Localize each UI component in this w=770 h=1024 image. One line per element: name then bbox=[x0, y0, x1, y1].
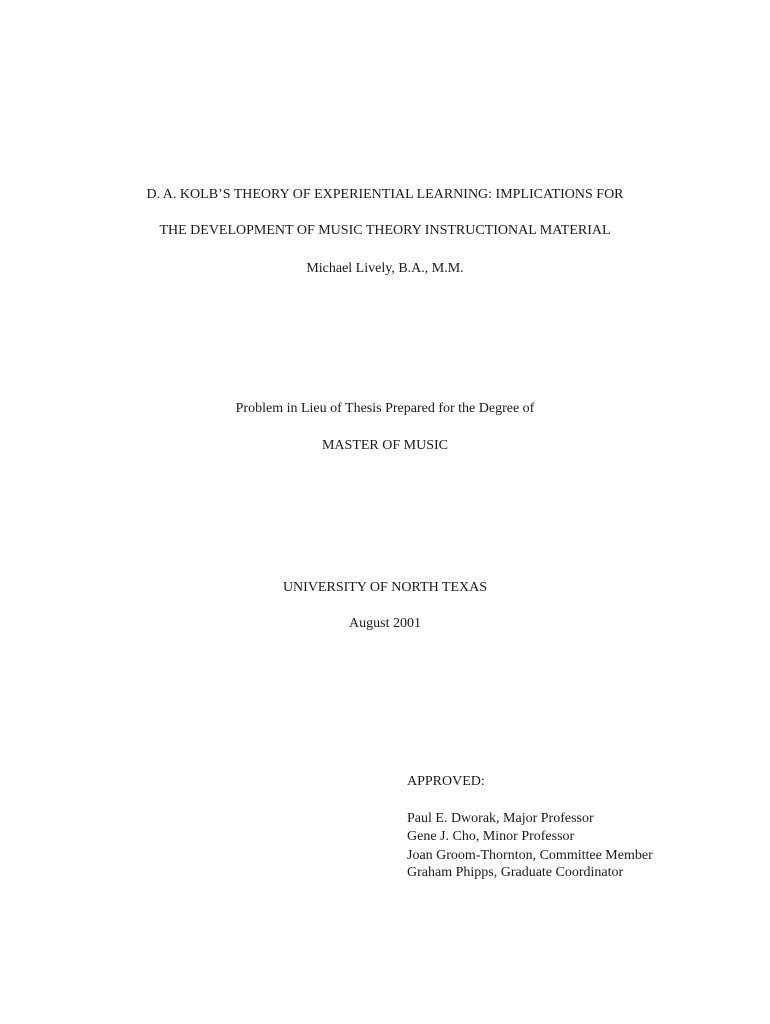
signatory-major-professor: Paul E. Dworak, Major Professor bbox=[407, 811, 594, 826]
degree-statement: Problem in Lieu of Thesis Prepared for the Degree of bbox=[235, 401, 535, 416]
date: August 2001 bbox=[349, 616, 421, 631]
university-name: UNIVERSITY OF NORTH TEXAS bbox=[282, 580, 488, 595]
signatory-committee-member: Joan Groom-Thornton, Committee Member bbox=[407, 848, 653, 863]
approved-heading: APPROVED: bbox=[407, 774, 485, 789]
signatory-graduate-coordinator: Graham Phipps, Graduate Coordinator bbox=[407, 865, 624, 880]
title-line-1: D. A. KOLB’S THEORY OF EXPERIENTIAL LEARNING: IMPLICATIONS FOR bbox=[146, 187, 624, 202]
title-line-2: THE DEVELOPMENT OF MUSIC THEORY INSTRUCTIONAL MATERIAL bbox=[159, 223, 611, 238]
degree-name: MASTER OF MUSIC bbox=[321, 438, 449, 453]
author-name: Michael Lively, B.A., M.M. bbox=[306, 261, 464, 276]
signatory-minor-professor: Gene J. Cho, Minor Professor bbox=[407, 829, 575, 844]
